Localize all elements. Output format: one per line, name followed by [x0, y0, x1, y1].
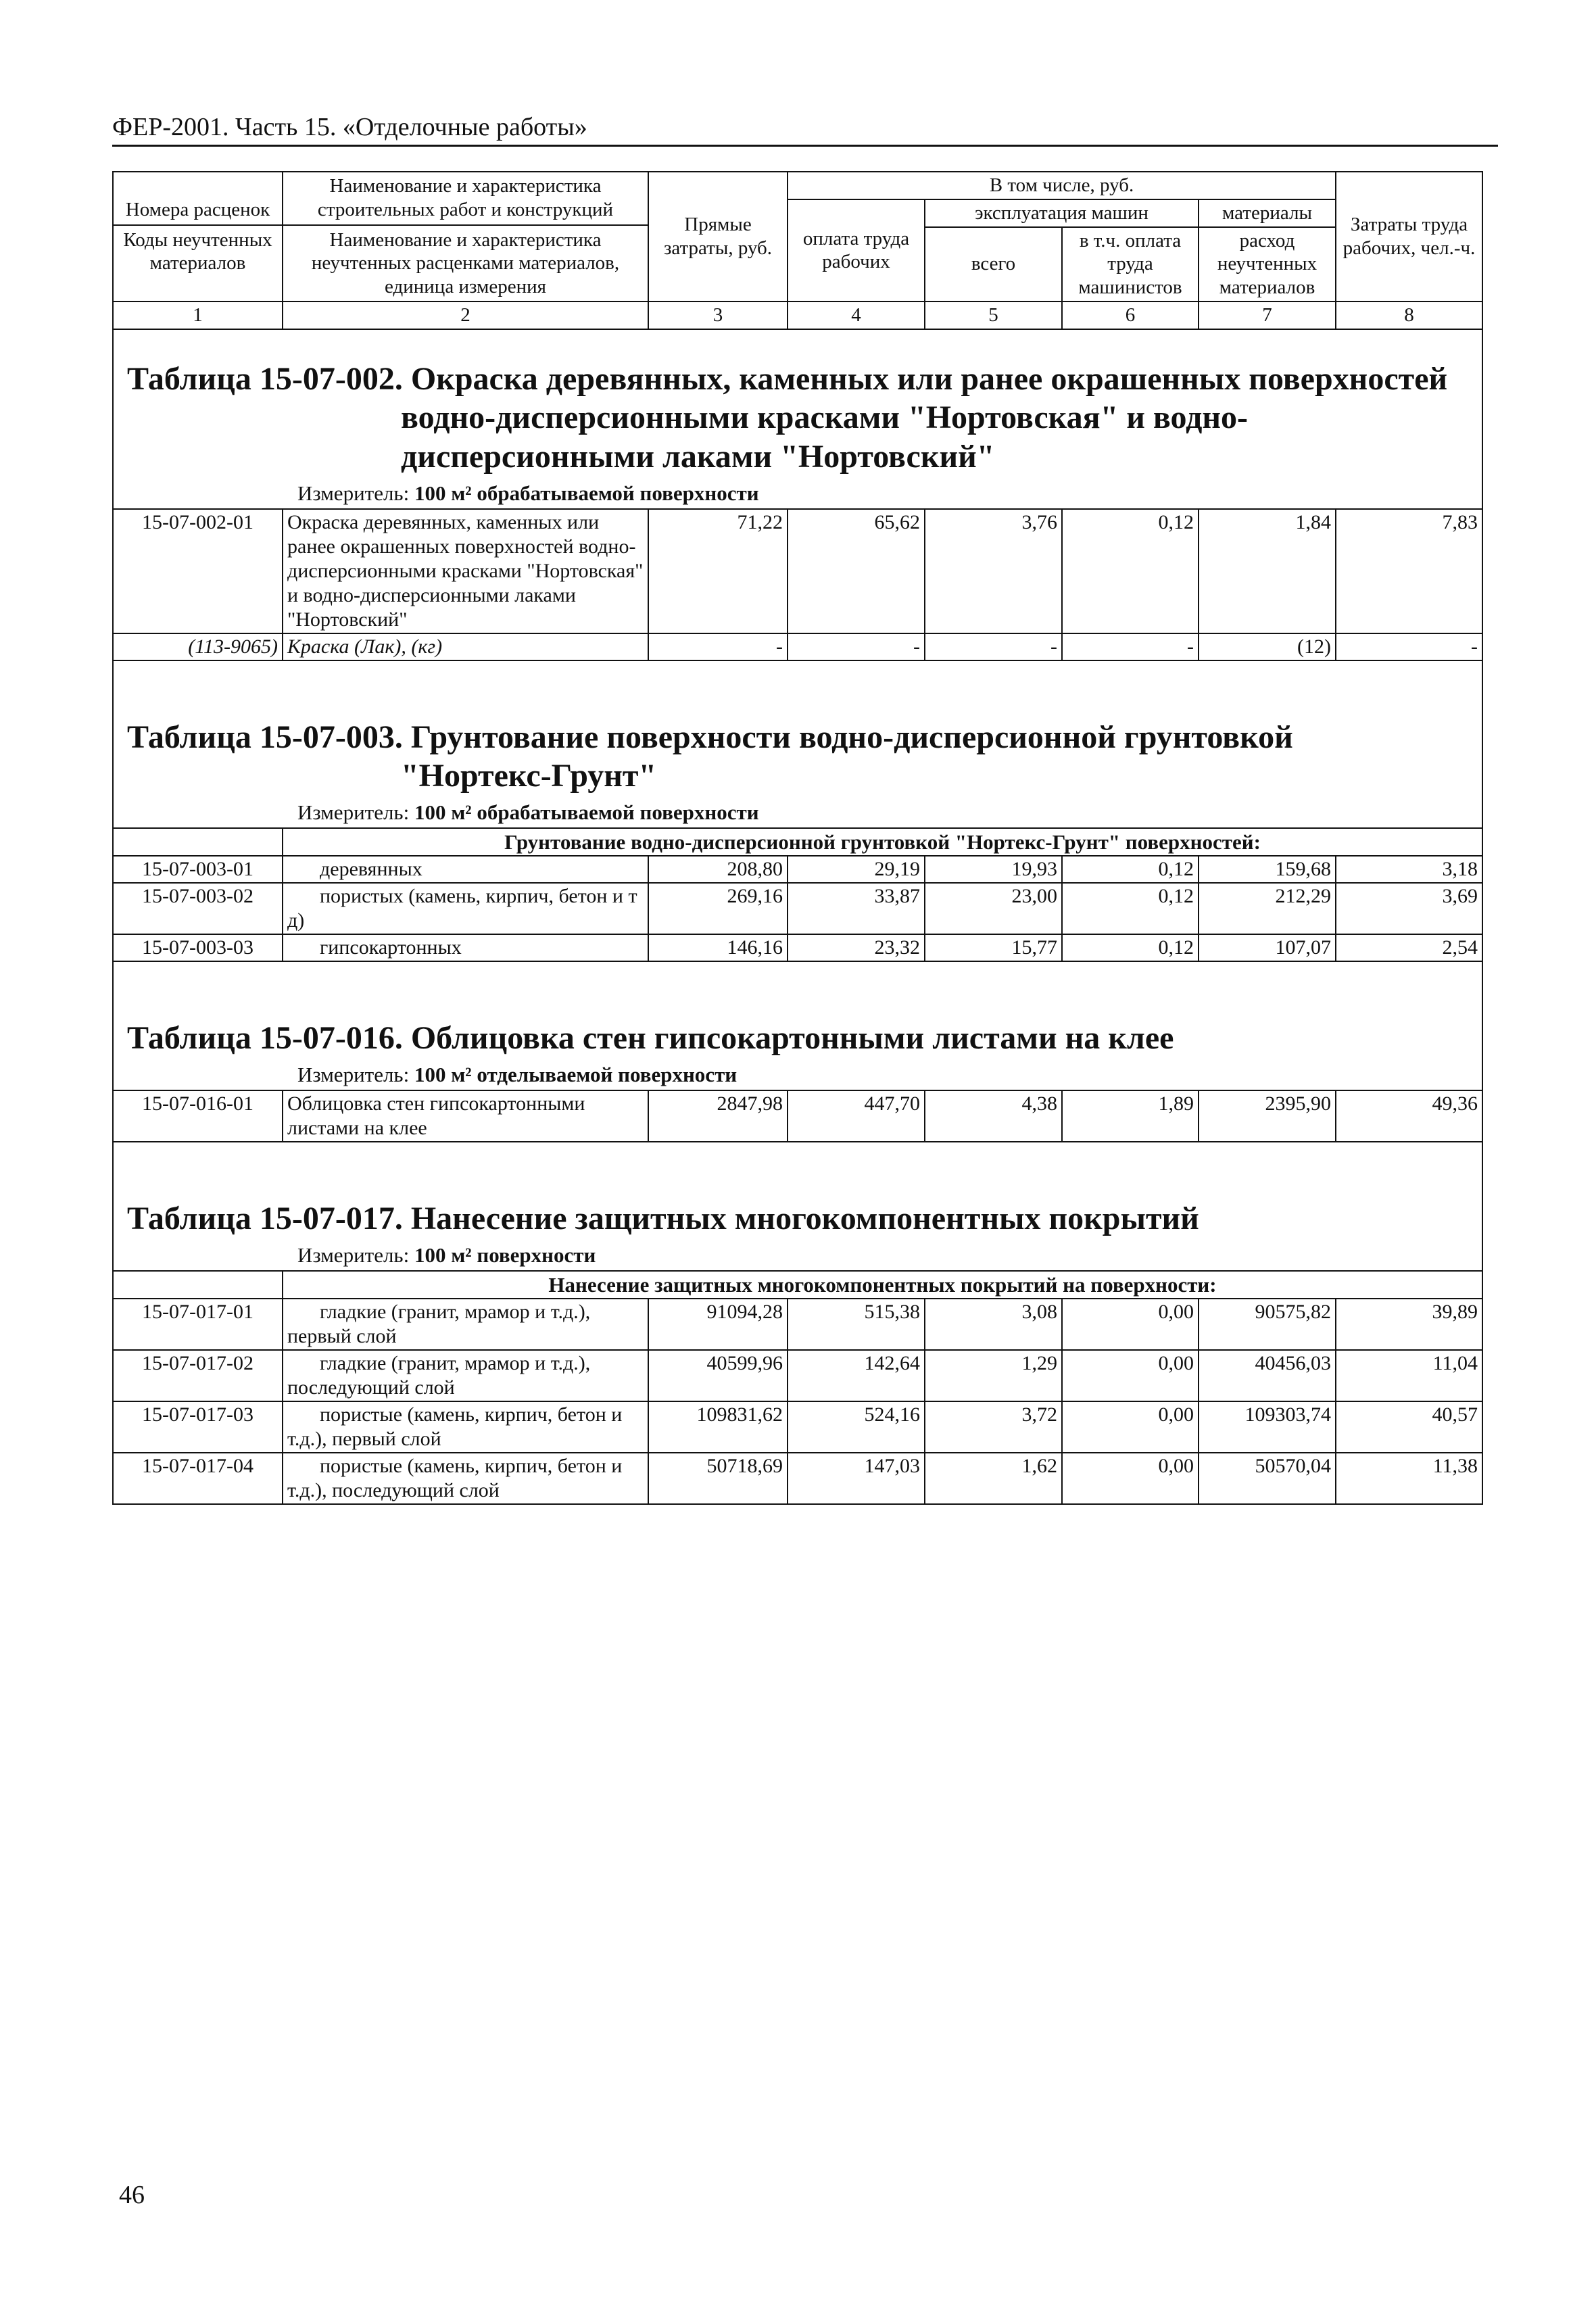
material-cost: 212,29 — [1199, 883, 1336, 934]
section-spacer — [113, 961, 1482, 989]
material-cost: 2395,90 — [1199, 1090, 1336, 1142]
section-title — [114, 989, 1482, 1058]
rate-row — [113, 856, 1482, 883]
material-cost: 109303,74 — [1199, 1401, 1336, 1453]
section-title-main: Таблица 15-07-017. Нанесение защитных многокомпонентных покрытий — [127, 1201, 1199, 1237]
spacer-cell — [113, 1142, 1482, 1169]
col-number: 7 — [1199, 301, 1336, 329]
labor-hours: 39,89 — [1336, 1299, 1482, 1350]
labor-hours: 40,57 — [1336, 1401, 1482, 1453]
group-title: Грунтование водно-дисперсионной грунтовкой "Нортекс-Грунт" поверхностей: — [283, 828, 1482, 856]
col-incl-header: В том числе, руб. — [788, 172, 1336, 199]
col-mach-labor-header: в т.ч. оплата труда машинистов — [1062, 227, 1199, 301]
measure-unit — [114, 1058, 1482, 1090]
labor-cost: 142,64 — [788, 1350, 925, 1401]
machine-labor-cost: - — [1062, 633, 1199, 660]
machine-cost: 23,00 — [925, 883, 1062, 934]
machine-cost: 4,38 — [925, 1090, 1062, 1142]
group-row — [113, 828, 1482, 856]
work-name: Окраска деревянных, каменных или ранее окрашенных поверхностей водно-дисперсионными красками "Нортовская" и водно-дисперсионными лаками "Нортовский" — [283, 509, 648, 633]
labor-hours: 7,83 — [1336, 509, 1482, 633]
labor-cost: - — [788, 633, 925, 660]
section-title-continuation: "Нортекс-Грунт" — [401, 758, 657, 794]
rate-code: 15-07-017-04 — [113, 1453, 283, 1504]
work-name: деревянных — [283, 856, 648, 883]
labor-cost: 147,03 — [788, 1453, 925, 1504]
measure-unit-label: Измеритель: — [297, 481, 410, 505]
col-direct-header: Прямые затраты, руб. — [648, 172, 788, 301]
machine-cost: 15,77 — [925, 934, 1062, 961]
machine-labor-cost: 1,89 — [1062, 1090, 1199, 1142]
work-name: пористых (камень, кирпич, бетон и т д) — [283, 883, 648, 934]
measure-unit — [114, 796, 1482, 827]
direct-cost: 2847,98 — [648, 1090, 788, 1142]
rate-code: 15-07-017-03 — [113, 1401, 283, 1453]
labor-hours: 2,54 — [1336, 934, 1482, 961]
measure-unit-label: Измеритель: — [297, 1243, 410, 1267]
section-header — [113, 688, 1482, 828]
labor-hours: 3,18 — [1336, 856, 1482, 883]
section-spacer — [113, 660, 1482, 688]
section-header — [113, 329, 1482, 509]
rate-row — [113, 509, 1482, 633]
measure-unit-label: Измеритель: — [297, 800, 410, 824]
direct-cost: 71,22 — [648, 509, 788, 633]
machine-cost: - — [925, 633, 1062, 660]
section-title — [114, 330, 1482, 477]
machine-labor-cost: 0,12 — [1062, 856, 1199, 883]
group-spacer — [113, 828, 283, 856]
labor-cost: 23,32 — [788, 934, 925, 961]
col-name-top: Наименование и характеристика строительных работ и конструкций — [317, 175, 614, 220]
col-number: 4 — [788, 301, 925, 329]
material-cost: (12) — [1199, 633, 1336, 660]
material-name: Краска (Лак), (кг) — [283, 633, 648, 660]
direct-cost: 269,16 — [648, 883, 788, 934]
machine-cost: 1,62 — [925, 1453, 1062, 1504]
col-mach-total-header: всего — [925, 227, 1062, 301]
col-number: 2 — [283, 301, 648, 329]
section-title-main: Таблица 15-07-003. Грунтование поверхности водно-дисперсионной грунтовкой — [127, 719, 1293, 755]
spacer-cell — [113, 961, 1482, 989]
section-title-main: Таблица 15-07-002. Окраска деревянных, каменных или ранее окрашенных поверхностей — [127, 360, 1448, 397]
rate-code: 15-07-003-01 — [113, 856, 283, 883]
work-name: пористые (камень, кирпич, бетон и т.д.), последующий слой — [283, 1453, 648, 1504]
rate-code: 15-07-002-01 — [113, 509, 283, 633]
measure-unit-label: Измеритель: — [297, 1062, 410, 1086]
labor-hours: 49,36 — [1336, 1090, 1482, 1142]
direct-cost: - — [648, 633, 788, 660]
machine-labor-cost: 0,00 — [1062, 1453, 1199, 1504]
measure-unit — [114, 477, 1482, 508]
material-cost: 50570,04 — [1199, 1453, 1336, 1504]
labor-hours: - — [1336, 633, 1482, 660]
section-header — [113, 1169, 1482, 1271]
machine-labor-cost: 0,00 — [1062, 1401, 1199, 1453]
rate-row — [113, 1090, 1482, 1142]
rate-code: 15-07-017-01 — [113, 1299, 283, 1350]
measure-unit-value: 100 м² обрабатываемой поверхности — [414, 481, 759, 505]
group-title: Нанесение защитных многокомпонентных покрытий на поверхности: — [283, 1271, 1482, 1299]
labor-cost: 29,19 — [788, 856, 925, 883]
labor-hours: 11,38 — [1336, 1453, 1482, 1504]
col-codes-header — [113, 172, 283, 301]
section-title — [114, 1169, 1482, 1238]
machine-cost: 3,08 — [925, 1299, 1062, 1350]
rate-row — [113, 1350, 1482, 1401]
machine-labor-cost: 0,00 — [1062, 1299, 1199, 1350]
labor-hours: 3,69 — [1336, 883, 1482, 934]
col-codes-bottom: Коды неучтенных материалов — [114, 224, 282, 276]
col-number: 8 — [1336, 301, 1482, 329]
col-number: 5 — [925, 301, 1062, 329]
section-title — [114, 688, 1482, 796]
col-codes-top: Номера расценок — [125, 198, 270, 220]
machine-cost: 3,72 — [925, 1401, 1062, 1453]
material-cost: 159,68 — [1199, 856, 1336, 883]
work-name: гипсокартонных — [283, 934, 648, 961]
rate-row — [113, 1401, 1482, 1453]
direct-cost: 50718,69 — [648, 1453, 788, 1504]
machine-labor-cost: 0,12 — [1062, 934, 1199, 961]
rate-row — [113, 883, 1482, 934]
table-body — [113, 329, 1482, 1504]
labor-hours: 11,04 — [1336, 1350, 1482, 1401]
material-cost: 107,07 — [1199, 934, 1336, 961]
rate-row — [113, 1299, 1482, 1350]
measure-unit — [114, 1238, 1482, 1270]
direct-cost: 91094,28 — [648, 1299, 788, 1350]
col-name-bottom: Наименование и характеристика неучтенных расценками материалов, единица измерения — [283, 224, 648, 299]
work-name: пористые (камень, кирпич, бетон и т.д.), первый слой — [283, 1401, 648, 1453]
running-header: ФЕР-2001. Часть 15. «Отделочные работы» — [112, 113, 587, 141]
group-row — [113, 1271, 1482, 1299]
labor-cost: 33,87 — [788, 883, 925, 934]
measure-unit-value: 100 м² отделываемой поверхности — [414, 1062, 737, 1086]
machine-cost: 19,93 — [925, 856, 1062, 883]
section-title-main: Таблица 15-07-016. Облицовка стен гипсокартонными листами на клее — [127, 1020, 1174, 1057]
direct-cost: 146,16 — [648, 934, 788, 961]
col-mat-header: расход неучтенных материалов — [1199, 227, 1336, 301]
col-name-header — [283, 172, 648, 301]
rate-code: 15-07-003-03 — [113, 934, 283, 961]
work-name: гладкие (гранит, мрамор и т.д.), последующий слой — [283, 1350, 648, 1401]
labor-cost: 524,16 — [788, 1401, 925, 1453]
col-number: 1 — [113, 301, 283, 329]
material-cost: 1,84 — [1199, 509, 1336, 633]
measure-unit-value: 100 м² обрабатываемой поверхности — [414, 800, 759, 824]
work-name: Облицовка стен гипсокартонными листами на клее — [283, 1090, 648, 1142]
col-number: 3 — [648, 301, 788, 329]
section-spacer — [113, 1142, 1482, 1169]
section-header — [113, 989, 1482, 1090]
rate-code: 15-07-003-02 — [113, 883, 283, 934]
col-hours-header: Затраты труда рабочих, чел.-ч. — [1336, 172, 1482, 301]
table-header — [113, 172, 1482, 329]
group-spacer — [113, 1271, 283, 1299]
rates-table — [112, 171, 1483, 1505]
col-labor-header: оплата труда рабочих — [788, 199, 925, 301]
section-header-row — [113, 1169, 1482, 1271]
rate-row — [113, 934, 1482, 961]
section-header-row — [113, 329, 1482, 509]
page-number: 46 — [119, 2181, 145, 2209]
machine-labor-cost: 0,12 — [1062, 509, 1199, 633]
work-name: гладкие (гранит, мрамор и т.д.), первый слой — [283, 1299, 648, 1350]
spacer-cell — [113, 660, 1482, 688]
machine-labor-cost: 0,12 — [1062, 883, 1199, 934]
labor-cost: 515,38 — [788, 1299, 925, 1350]
material-cost: 40456,03 — [1199, 1350, 1336, 1401]
machine-labor-cost: 0,00 — [1062, 1350, 1199, 1401]
section-header-row — [113, 989, 1482, 1090]
rate-code: 15-07-017-02 — [113, 1350, 283, 1401]
labor-cost: 65,62 — [788, 509, 925, 633]
material-cost: 90575,82 — [1199, 1299, 1336, 1350]
direct-cost: 40599,96 — [648, 1350, 788, 1401]
rate-code: 15-07-016-01 — [113, 1090, 283, 1142]
rate-row — [113, 1453, 1482, 1504]
col-materials-header: материалы — [1199, 199, 1336, 227]
section-header-row — [113, 688, 1482, 828]
direct-cost: 208,80 — [648, 856, 788, 883]
column-numbers-row — [113, 301, 1482, 329]
material-row — [113, 633, 1482, 660]
direct-cost: 109831,62 — [648, 1401, 788, 1453]
measure-unit-value: 100 м² поверхности — [414, 1243, 596, 1267]
section-title-continuation: дисперсионными лаками "Нортовский" — [401, 438, 995, 475]
col-number: 6 — [1062, 301, 1199, 329]
col-machines-header: эксплуатация машин — [925, 199, 1199, 227]
section-title-continuation: водно-дисперсионными красками "Нортовская" и водно- — [401, 400, 1249, 436]
labor-cost: 447,70 — [788, 1090, 925, 1142]
machine-cost: 1,29 — [925, 1350, 1062, 1401]
header-rule — [112, 145, 1498, 147]
material-code: (113-9065) — [113, 633, 283, 660]
machine-cost: 3,76 — [925, 509, 1062, 633]
